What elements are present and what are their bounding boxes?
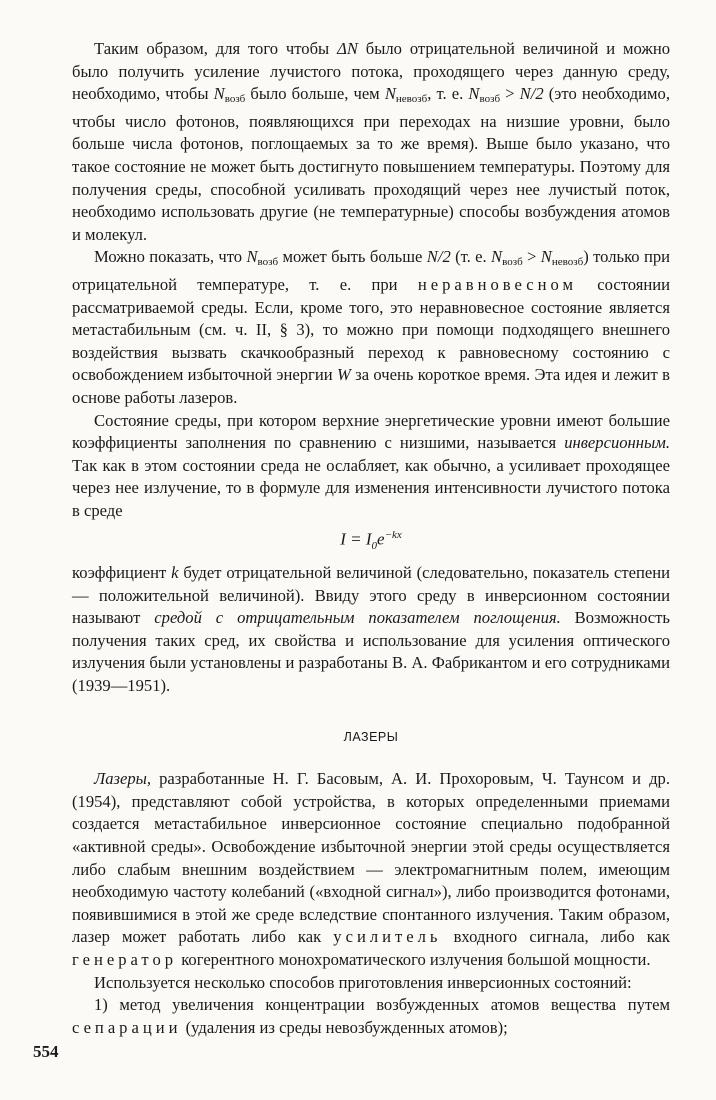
text: коэффициент bbox=[72, 563, 172, 583]
math: N bbox=[468, 84, 480, 104]
text: (это необходимо, чтобы число фотонов, появляющихся при переходах на низшие уровни, было больше числа фотонов, поглощаемых за то же время). Выше было указано, что такое состояние не может быть достигнуто повышением температуры. Поэтому для получения среды, способной усиливать проходящий через нее лучистый поток, необходимо использовать другие (не температурные) способы возбуждения атомов и молекул. bbox=[72, 84, 670, 244]
text: может быть больше bbox=[278, 247, 427, 267]
paragraph-7 bbox=[72, 994, 670, 1039]
paragraph-6: Используется несколько способов приготовления инверсионных состояний: bbox=[94, 972, 632, 992]
text: входного сигнала, либо как bbox=[441, 927, 670, 947]
text: > bbox=[500, 84, 520, 104]
spaced-emphasis: генератор bbox=[72, 950, 178, 970]
paragraph-4 bbox=[72, 562, 670, 698]
spaced-emphasis: усилитель bbox=[333, 927, 442, 947]
text: ) только при отрицательной температуре, т. е. при bbox=[72, 247, 671, 294]
text: когерентного монохроматического излучения большой мощности. bbox=[177, 950, 651, 970]
formula-lhs: I = I bbox=[340, 530, 372, 550]
spaced-emphasis: сепарации bbox=[72, 1017, 182, 1037]
paragraph-5 bbox=[72, 768, 670, 971]
formula-base: e bbox=[377, 530, 385, 550]
math: N bbox=[491, 247, 503, 267]
subscript: возб bbox=[257, 256, 279, 269]
subscript: невозб bbox=[551, 256, 584, 269]
text: Состояние среды, при котором верхние энергетические уровни имеют большие коэффициенты заполнения по сравнению с низшими, называется bbox=[72, 410, 670, 453]
text: разработанные Н. Г. Басовым, А. И. Прохоровым, Ч. Таунсом и др. (1954), представляют собой устройства, в которых определенными приемами создается метастабильное инверсионное состояние специально подобранной «активной среды». Освобождение избыточной энергии этой среды осуществляется либо слабым внешним воздействием — электромагнитным полем, имеющим необходимую частоту колебаний («входной сигнал»), либо производится фотонами, появившимися в этой же среде вследствие спонтанного излучения. Таким образом, лазер может работать либо как bbox=[72, 769, 670, 947]
math: N bbox=[213, 84, 225, 104]
formula bbox=[72, 524, 670, 558]
text: , т. е. bbox=[427, 84, 469, 104]
section-heading: ЛАЗЕРЫ bbox=[343, 729, 399, 744]
subscript: возб bbox=[224, 93, 246, 106]
math: W bbox=[336, 365, 351, 385]
paragraph-1 bbox=[72, 38, 670, 246]
italic-term: инверсионным. bbox=[564, 433, 670, 453]
text: Возможность получения таких сред, их свойства и использование для усиления оптического излучения были установлены и разработаны В. А. Фабрикантом и его сотрудниками (1939—1951). bbox=[72, 608, 670, 696]
math: N bbox=[540, 247, 552, 267]
formula-subscript: 0 bbox=[371, 540, 378, 553]
text: было больше, чем bbox=[245, 84, 385, 104]
text: будет отрицательной величиной (следовательно, показатель степени — положительной величиной). Ввиду этого среду в инверсионном состоянии называют bbox=[72, 563, 670, 628]
italic-term: средой с отрицательным показателем поглощения. bbox=[154, 608, 561, 628]
math: k bbox=[171, 563, 179, 583]
subscript: возб bbox=[479, 93, 501, 106]
text: Можно показать, что bbox=[94, 247, 247, 267]
italic-term: Лазеры, bbox=[94, 769, 152, 789]
text: Таким образом, для того чтобы bbox=[94, 39, 338, 58]
text: было отрицательной величиной и можно было получить усиление лучистого потока, проходящего через данную среду, необходимо, чтобы bbox=[72, 39, 670, 104]
page-body bbox=[72, 38, 670, 1039]
math: N/2 bbox=[519, 84, 544, 104]
spaced-emphasis: неравновесном bbox=[417, 274, 577, 294]
math: N/2 bbox=[426, 247, 451, 267]
text: за очень короткое время. Эта идея и лежит в основе работы лазеров. bbox=[72, 365, 670, 407]
text: 1) метод увеличения концентрации возбужденных атомов вещества путем bbox=[94, 995, 670, 1015]
subscript: возб bbox=[502, 256, 523, 269]
formula-exponent: −kx bbox=[384, 529, 402, 542]
page-number: 554 bbox=[33, 1042, 59, 1061]
text: состоянии рассматриваемой среды. Если, кроме того, это неравновесное состояние является метастабильным (см. ч. II, § 3), то можно при помощи подходящего внешнего воздействия вызвать скачкообразный переход к равновесному состоянию с освобождением избыточной энергии bbox=[72, 274, 670, 385]
text: Так как в этом состоянии среда не ослабляет, как обычно, а усиливает проходящее через нее излучение, то в формуле для изменения интенсивности лучистого потока в среде bbox=[72, 455, 670, 520]
math: N bbox=[246, 247, 258, 267]
paragraph-3 bbox=[72, 410, 670, 523]
math: N bbox=[384, 84, 396, 104]
subscript: невозб bbox=[395, 93, 428, 106]
text: > bbox=[522, 247, 541, 267]
text: (удаления из среды невозбужденных атомов); bbox=[181, 1017, 508, 1037]
text: (т. е. bbox=[450, 247, 492, 267]
math: ΔN bbox=[337, 39, 358, 58]
paragraph-2 bbox=[72, 246, 670, 409]
